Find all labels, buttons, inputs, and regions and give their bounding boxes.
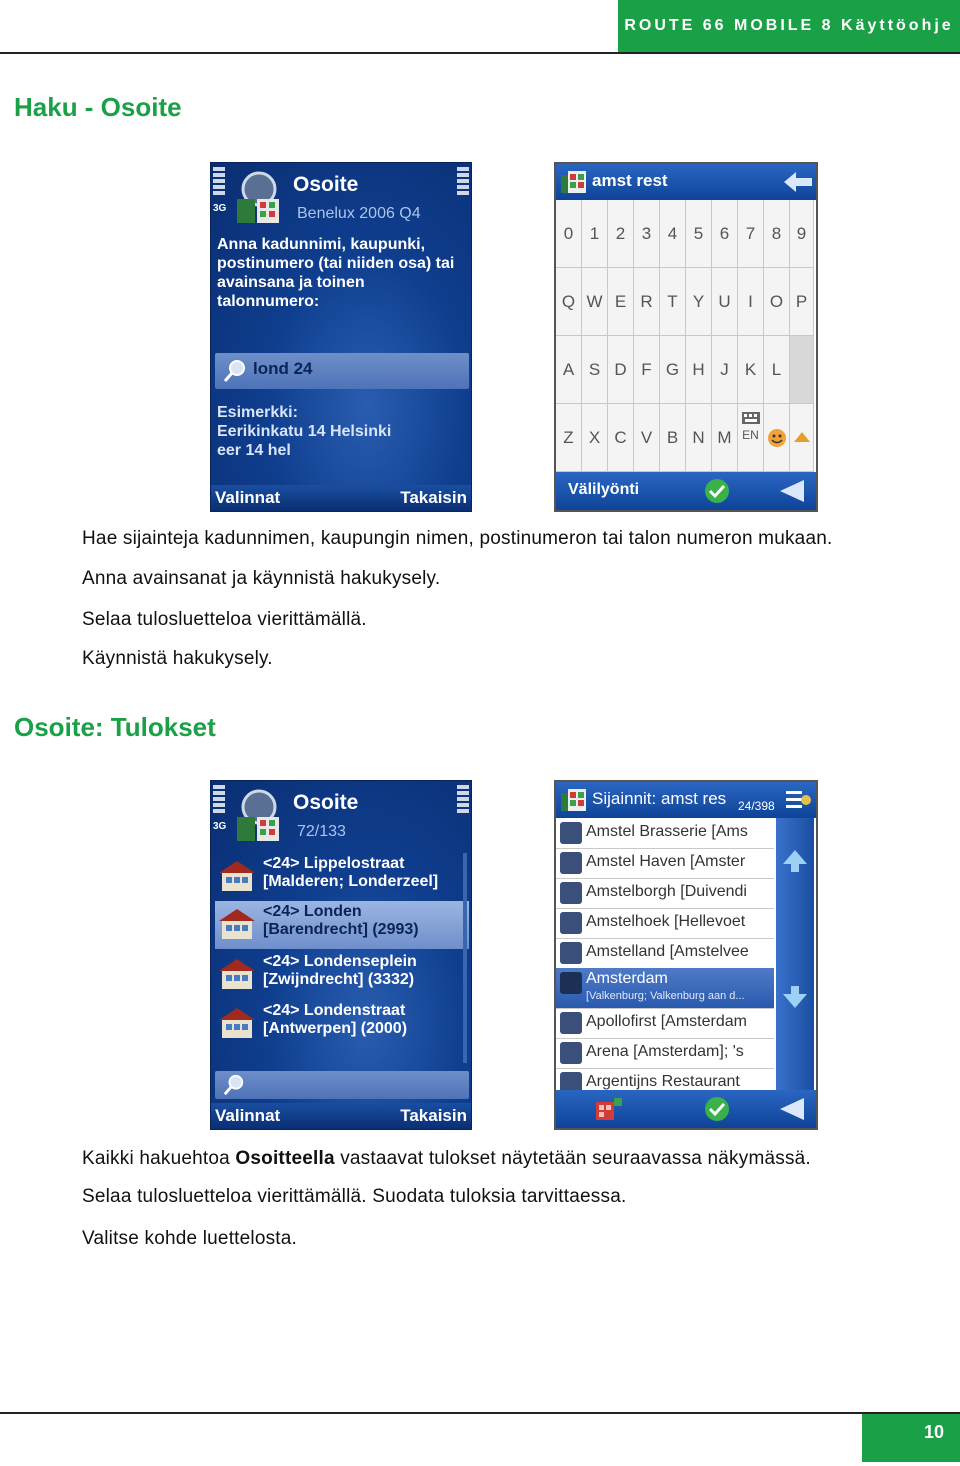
result-place: [Zwijndrecht] (3332): [263, 971, 415, 988]
key-language[interactable]: [738, 404, 764, 472]
poi-name: Arena [Amsterdam]; 's: [586, 1043, 744, 1060]
result-place: [Barendrecht] (2993): [263, 921, 419, 938]
example-label: Esimerkki:: [217, 404, 298, 421]
backspace-arrow-icon[interactable]: [784, 172, 812, 192]
result-place: [Malderen; Londerzeel]: [263, 873, 439, 890]
keyboard-query-text: amst rest: [592, 171, 668, 190]
key-blank: [790, 336, 814, 404]
key-b[interactable]: B: [660, 404, 686, 472]
paragraph-bold: Osoitteella: [235, 1148, 335, 1169]
search-screen-screenshot: [210, 162, 472, 512]
paragraph: Käynnistä hakukysely.: [82, 648, 273, 669]
filter-list-icon[interactable]: [786, 788, 812, 812]
restaurant-icon: [560, 942, 582, 964]
key-4[interactable]: 4: [660, 200, 686, 268]
key-j[interactable]: J: [712, 336, 738, 404]
section-heading-osoite-tulokset: Osoite: Tulokset: [14, 712, 216, 742]
key-6[interactable]: 6: [712, 200, 738, 268]
header-divider: [0, 52, 960, 54]
key-a[interactable]: A: [556, 336, 582, 404]
poi-item[interactable]: [556, 938, 774, 969]
symbols-icon: [792, 430, 812, 444]
key-9[interactable]: 9: [790, 200, 814, 268]
key-u[interactable]: U: [712, 268, 738, 336]
back-arrow-icon[interactable]: [780, 1098, 804, 1120]
search-input-value: lond 24: [253, 359, 313, 378]
category-icon[interactable]: [596, 1098, 622, 1122]
scrollbar[interactable]: [463, 853, 467, 1063]
instruction-line-2: postinumero (tai niiden osa) tai: [217, 255, 455, 272]
poi-name: Amstelland [Amstelvee: [586, 943, 749, 960]
key-2[interactable]: 2: [608, 200, 634, 268]
key-t[interactable]: T: [660, 268, 686, 336]
key-d[interactable]: D: [608, 336, 634, 404]
poi-item[interactable]: [556, 1008, 774, 1039]
example-line-2: eer 14 hel: [217, 442, 291, 459]
house-icon: [219, 959, 255, 989]
options-softkey[interactable]: Valinnat: [215, 488, 281, 507]
restaurant-icon: [560, 822, 582, 844]
poi-name: Amstelhoek [Hellevoet: [586, 913, 746, 930]
key-g[interactable]: G: [660, 336, 686, 404]
paragraph: Selaa tulosluetteloa vierittämällä.: [82, 609, 367, 630]
paragraph: Anna avainsanat ja käynnistä hakukysely.: [82, 568, 441, 589]
key-s[interactable]: S: [582, 336, 608, 404]
scroll-panel: [776, 818, 814, 1094]
paragraph: [82, 1148, 811, 1170]
poi-title-bar: [556, 782, 816, 818]
key-k[interactable]: K: [738, 336, 764, 404]
network-3g-label: 3G: [213, 203, 227, 214]
paragraph: Valitse kohde luettelosta.: [82, 1228, 298, 1249]
result-item-selected[interactable]: [215, 901, 469, 949]
poi-item[interactable]: [556, 818, 774, 849]
result-street: <24> Lippelostraat: [263, 855, 405, 872]
result-street: <24> Londenseplein: [263, 953, 417, 970]
poi-name: Argentijns Restaurant: [586, 1073, 740, 1090]
document-header-title: ROUTE 66 MOBILE 8 Käyttöohje: [618, 0, 960, 52]
restaurant-icon: [560, 1012, 582, 1034]
key-n[interactable]: N: [686, 404, 712, 472]
network-3g-label: 3G: [213, 821, 227, 832]
key-o[interactable]: O: [764, 268, 790, 336]
restaurant-icon: [560, 1042, 582, 1064]
poi-item[interactable]: [556, 848, 774, 879]
key-c[interactable]: C: [608, 404, 634, 472]
signal-strength-icon: [213, 167, 225, 197]
search-input[interactable]: [215, 353, 469, 389]
house-icon: [219, 1008, 255, 1038]
key-0[interactable]: 0: [556, 200, 582, 268]
softkey-bar: [211, 485, 471, 511]
keyboard-screen-screenshot: [554, 162, 818, 512]
poi-item[interactable]: [556, 1038, 774, 1069]
key-symbols[interactable]: [790, 404, 814, 472]
key-x[interactable]: X: [582, 404, 608, 472]
restaurant-icon: [560, 852, 582, 874]
poi-name: Apollofirst [Amsterdam: [586, 1013, 747, 1030]
result-street: <24> Londen: [263, 903, 362, 920]
section-heading-haku-osoite: Haku - Osoite: [14, 92, 182, 122]
key-p[interactable]: P: [790, 268, 814, 336]
address-search-app-icon: [233, 169, 285, 225]
key-z[interactable]: Z: [556, 404, 582, 472]
key-5[interactable]: 5: [686, 200, 712, 268]
key-y[interactable]: Y: [686, 268, 712, 336]
key-w[interactable]: W: [582, 268, 608, 336]
magnifier-icon: [223, 1074, 245, 1096]
back-arrow-icon[interactable]: [780, 480, 804, 502]
confirm-check-icon[interactable]: [704, 478, 730, 504]
signal-strength-icon: [213, 785, 225, 815]
instruction-line-1: Anna kadunnimi, kaupunki,: [217, 236, 426, 253]
result-count: 72/133: [297, 823, 346, 840]
filter-input[interactable]: [215, 1071, 469, 1099]
key-e[interactable]: E: [608, 268, 634, 336]
search-app-icon: [560, 787, 588, 813]
key-h[interactable]: H: [686, 336, 712, 404]
restaurant-icon: [560, 972, 582, 994]
language-code: EN: [742, 428, 759, 442]
keyboard-icon: [742, 412, 760, 424]
result-street: <24> Londenstraat: [263, 1002, 406, 1019]
key-v[interactable]: V: [634, 404, 660, 472]
key-8[interactable]: 8: [764, 200, 790, 268]
softkey-bar: [211, 1103, 471, 1129]
poi-results-screenshot: [554, 780, 818, 1130]
example-line-1: Eerikinkatu 14 Helsinki: [217, 423, 392, 440]
page-number: 10: [862, 1414, 960, 1462]
smiley-icon: [767, 428, 787, 448]
key-3[interactable]: 3: [634, 200, 660, 268]
back-softkey[interactable]: Takaisin: [400, 488, 467, 507]
poi-list: [556, 818, 776, 1094]
map-version-subtitle: Benelux 2006 Q4: [297, 205, 421, 222]
keyboard-bottom-bar: [556, 472, 816, 510]
result-item[interactable]: [215, 853, 469, 901]
key-smiley[interactable]: [764, 404, 790, 472]
house-icon: [219, 861, 255, 891]
poi-name: Amstelborgh [Duivendi: [586, 883, 747, 900]
battery-icon: [457, 167, 469, 197]
scroll-up-arrow-icon[interactable]: [782, 848, 808, 874]
poi-address: [Valkenburg; Valkenburg aan d...: [586, 990, 745, 1002]
magnifier-icon: [223, 359, 247, 383]
key-1[interactable]: 1: [582, 200, 608, 268]
instruction-line-3: avainsana ja toinen: [217, 274, 365, 291]
key-r[interactable]: R: [634, 268, 660, 336]
space-key[interactable]: Välilyönti: [568, 481, 640, 498]
paragraph: Selaa tulosluetteloa vierittämällä. Suodata tuloksia tarvittaessa.: [82, 1186, 627, 1207]
house-icon: [219, 909, 255, 939]
scroll-down-arrow-icon[interactable]: [782, 984, 808, 1010]
key-m[interactable]: M: [712, 404, 738, 472]
poi-item[interactable]: [556, 878, 774, 909]
screen-title: Osoite: [293, 791, 359, 814]
key-7[interactable]: 7: [738, 200, 764, 268]
poi-name: Amstel Haven [Amster: [586, 853, 746, 870]
result-item[interactable]: [215, 1000, 469, 1048]
result-item[interactable]: [215, 951, 469, 999]
paragraph-text: Kaikki hakuehtoa: [82, 1148, 236, 1169]
poi-count: 24/398: [738, 799, 775, 813]
poi-item[interactable]: [556, 908, 774, 939]
address-search-app-icon: [233, 787, 285, 843]
screen-title: Osoite: [293, 173, 359, 196]
options-softkey[interactable]: Valinnat: [215, 1106, 281, 1125]
footer-divider: [0, 1412, 960, 1414]
key-f[interactable]: F: [634, 336, 660, 404]
poi-name: Amsterdam: [586, 970, 668, 987]
key-q[interactable]: Q: [556, 268, 582, 336]
confirm-check-icon[interactable]: [704, 1096, 730, 1122]
restaurant-icon: [560, 882, 582, 904]
back-softkey[interactable]: Takaisin: [400, 1106, 467, 1125]
poi-name: Amstel Brasserie [Ams: [586, 823, 748, 840]
poi-bottom-bar: [556, 1090, 816, 1128]
paragraph: Hae sijainteja kadunnimen, kaupungin nimen, postinumeron tai talon numeron mukaan.: [82, 528, 833, 549]
search-app-icon: [560, 169, 588, 195]
key-i[interactable]: I: [738, 268, 764, 336]
key-l[interactable]: L: [764, 336, 790, 404]
battery-icon: [457, 785, 469, 815]
keyboard-query-bar: [556, 164, 816, 200]
restaurant-icon: [560, 912, 582, 934]
result-place: [Antwerpen] (2000): [263, 1020, 408, 1037]
paragraph-text: vastaavat tulokset näytetään seuraavassa näkymässä.: [334, 1148, 811, 1169]
keyboard-grid: [556, 200, 808, 476]
poi-item-selected[interactable]: [556, 968, 774, 1009]
instruction-line-4: talonnumero:: [217, 293, 320, 310]
poi-title: Sijainnit: amst res: [592, 789, 727, 808]
results-screen-screenshot: [210, 780, 472, 1130]
